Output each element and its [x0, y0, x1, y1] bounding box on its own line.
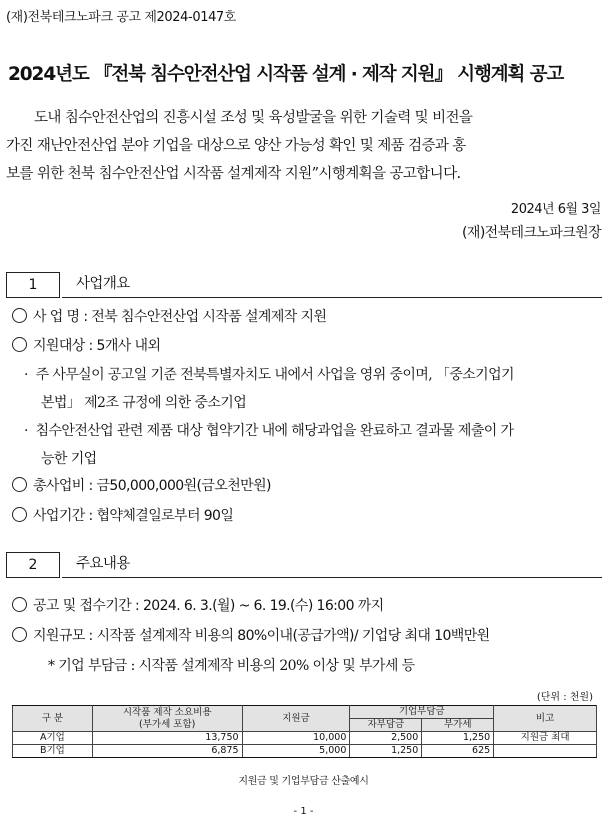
dot-bullet-icon: · [24, 423, 28, 439]
circle-bullet-icon [12, 507, 27, 522]
intro-line-text: 도내 침수안전산업의 진흥시설 조성 및 육성발굴을 위한 기술력 및 비전을 [34, 110, 473, 126]
business-name-text: 사 업 명 : 전북 침수안전산업 시작품 설계제작 지원 [33, 309, 327, 325]
row-note: 지원금 최대 [494, 732, 597, 745]
support-target-item [12, 335, 160, 355]
header-cost [92, 706, 242, 732]
support-scale-text: 지원규모 : 시작품 설계제작 비용의 80%이내(공급가액)/ 기업당 최대 10백만원 [33, 628, 490, 644]
eligibility-text: 주 사무실이 공고일 기준 전북특별자치도 내에서 사업을 영위 중이며, 「중소기업기 [35, 367, 514, 383]
eligibility-bullet-1-cont [41, 392, 246, 412]
business-period-item [12, 505, 233, 525]
support-scale-item [12, 625, 490, 645]
row-cost: 6,875 [92, 745, 242, 758]
circle-bullet-icon [12, 337, 27, 352]
company-burden-note: * 기업 부담금 : 시작품 설계제작 비용의 20% 이상 및 부가세 등 [48, 658, 415, 674]
row-note [494, 745, 597, 758]
issuer-name: (재)전북테크노파크원장 [462, 225, 601, 241]
total-budget-item [12, 475, 271, 495]
eligibility-bullet-1 [24, 364, 514, 384]
header-support: 지원금 [242, 706, 350, 732]
intro-line-text: 보를 위한 천북 침수안전산업 시작품 설계제작 지원”시행계획을 공고합니다. [6, 166, 461, 182]
intro-line-text: 가진 재난안전산업 분야 기업을 대상으로 양산 가능성 확인 및 제품 검증과 홍 [6, 138, 466, 154]
intro-line [6, 104, 602, 132]
row-support: 10,000 [242, 732, 350, 745]
circle-bullet-icon [12, 597, 27, 612]
header-burden: 기업부담금 [350, 706, 494, 719]
table-header-row [13, 706, 597, 719]
row-self: 1,250 [350, 745, 422, 758]
intro-line [6, 160, 602, 188]
circle-bullet-icon [12, 477, 27, 492]
eligibility-text: 본법」 제2조 규정에 의한 중소기업 [41, 395, 247, 411]
application-period-item [12, 595, 384, 615]
header-cost-line: (부가세 포함) [139, 718, 196, 730]
header-note: 비고 [494, 706, 597, 732]
dot-bullet-icon: · [24, 367, 28, 383]
header-vat: 부가세 [422, 719, 494, 732]
circle-bullet-icon [12, 627, 27, 642]
table-row [13, 745, 597, 758]
intro-paragraph [6, 104, 602, 188]
page-title: 2024년도 『전북 침수안전산업 시작품 설계 · 제작 지원』 시행계획 공고 [8, 64, 564, 85]
page-number: - 1 - [293, 806, 314, 817]
business-period-text: 사업기간 : 협약체결일로부터 90일 [33, 508, 234, 524]
total-budget-text: 총사업비 : 금50,000,000원(금오천만원) [33, 478, 271, 494]
section-1-number: 1 [6, 272, 60, 298]
eligibility-text: 능한 기업 [41, 451, 97, 467]
section-1-title: 사업개요 [62, 272, 602, 298]
table-unit-label: (단위 : 천원) [536, 692, 593, 703]
business-name-item [12, 306, 326, 326]
table-row [13, 732, 597, 745]
row-name: B기업 [13, 745, 93, 758]
document-number: (재)전북테크노파크 공고 제2024-0147호 [6, 10, 236, 25]
row-vat: 625 [422, 745, 494, 758]
section-2-title: 주요내용 [62, 552, 602, 578]
header-category: 구 분 [13, 706, 93, 732]
table-caption: 지원금 및 기업부담금 산출예시 [238, 776, 369, 787]
row-self: 2,500 [350, 732, 422, 745]
circle-bullet-icon [12, 308, 27, 323]
support-target-text: 지원대상 : 5개사 내외 [33, 338, 161, 354]
row-name: A기업 [13, 732, 93, 745]
row-support: 5,000 [242, 745, 350, 758]
application-period-text: 공고 및 접수기간 : 2024. 6. 3.(월) ~ 6. 19.(수) 16:00 까지 [33, 598, 384, 614]
intro-line [6, 132, 602, 160]
section-2-number: 2 [6, 552, 60, 578]
row-vat: 1,250 [422, 732, 494, 745]
eligibility-bullet-2 [24, 420, 513, 440]
announcement-date: 2024년 6월 3일 [510, 202, 601, 217]
header-self-burden: 자부담금 [350, 719, 422, 732]
header-cost-line: 시작품 제작 소요비용 [122, 706, 212, 718]
eligibility-bullet-2-cont [41, 448, 97, 468]
row-cost: 13,750 [92, 732, 242, 745]
cost-table [12, 705, 597, 758]
eligibility-text: 침수안전산업 관련 제품 대상 협약기간 내에 해당과업을 완료하고 결과물 제출이 가 [35, 423, 514, 439]
